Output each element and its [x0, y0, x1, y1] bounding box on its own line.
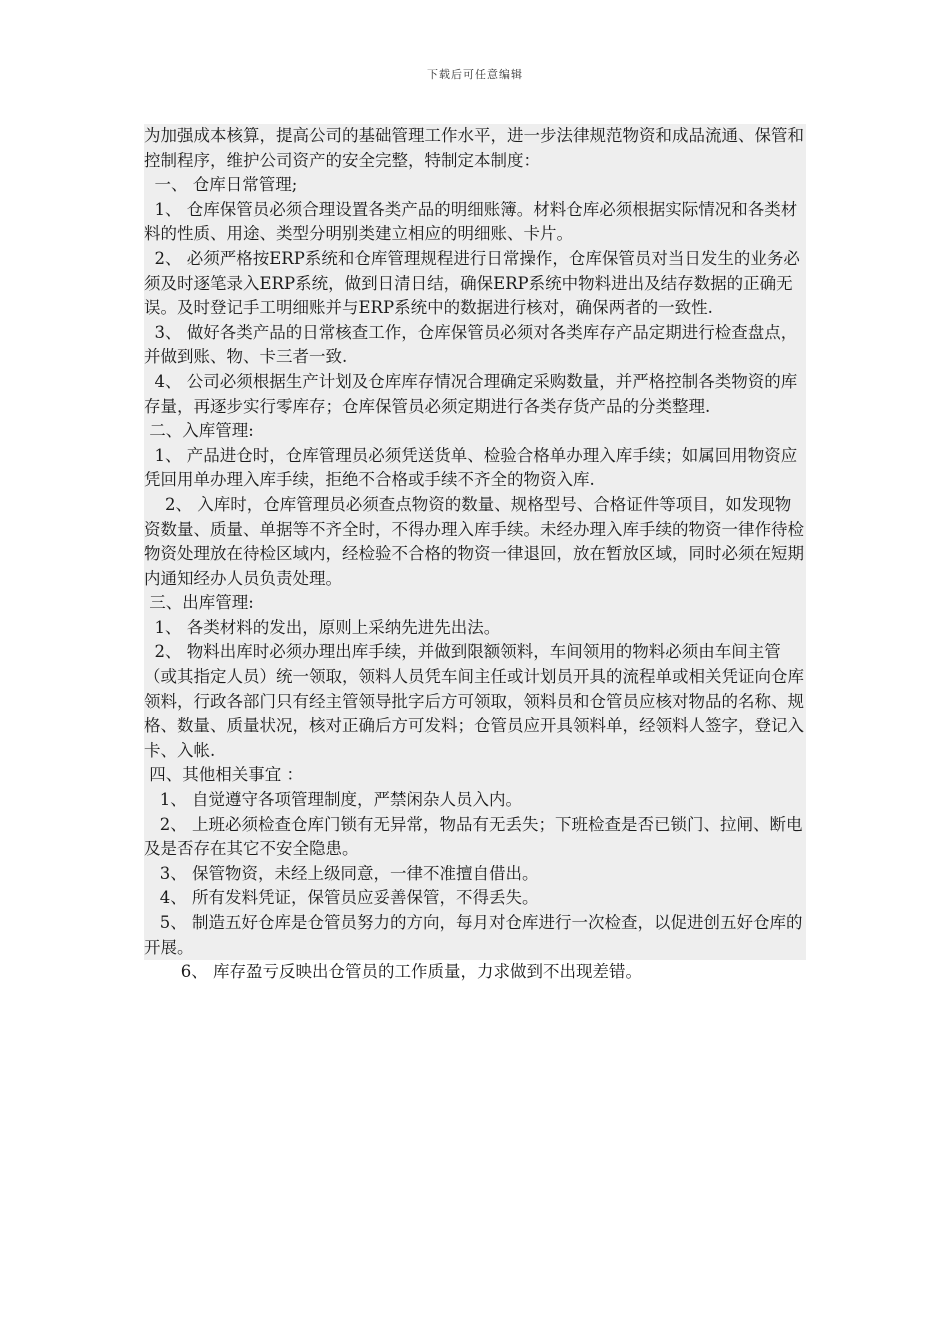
header-note: 下载后可任意编辑	[427, 68, 523, 81]
section-4-item-1: 1、 自觉遵守各项管理制度，严禁闲杂人员入内。	[144, 790, 522, 810]
section-1-item-3: 3、 做好各类产品的日常核查工作，仓库保管员必须对各类库存产品定期进行检查盘点，并做到账、物、卡三者一致.	[144, 322, 798, 367]
intro-paragraph: 为加强成本核算，提高公司的基础管理工作水平，进一步法律规范物资和成品流通、保管和控制程序，维护公司资产的安全完整，特制定本制度：	[144, 126, 804, 170]
section-4-item-6: 6、 库存盈亏反映出仓管员的工作质量，力求做到不出现差错。	[144, 962, 642, 982]
document-body	[144, 124, 806, 985]
section-1-item-1: 1、 仓库保管员必须合理设置各类产品的明细账簿。材料仓库必须根据实际情况和各类材料的性质、用途、类型分明别类建立相应的明细账、卡片。	[144, 199, 798, 244]
section-4-item-4: 4、 所有发料凭证，保管员应妥善保管，不得丢失。	[144, 888, 539, 908]
section-4-item-3: 3、 保管物资，未经上级同意，一律不准擅自借出。	[144, 863, 539, 883]
section-3-item-1: 1、 各类材料的发出，原则上采纳先进先出法。	[144, 617, 501, 637]
section-4-heading: 四、其他相关事宜 ：	[144, 765, 303, 785]
section-1-item-4: 4、 公司必须根据生产计划及仓库库存情况合理确定采购数量，并严格控制各类物资的库存量，再逐步实行零库存；仓库保管员必须定期进行各类存货产品的分类整理.	[144, 371, 798, 416]
section-1-heading: 一、 仓库日常管理;	[144, 175, 298, 195]
section-4-item-2: 2、 上班必须检查仓库门锁有无异常，物品有无丢失；下班检查是否已锁门、拉闸、断电及是否存在其它不安全隐患。	[144, 814, 803, 859]
section-3-heading: 三、出库管理:	[144, 593, 254, 613]
document-shaded-block	[144, 124, 806, 960]
section-2-heading: 二、入库管理:	[144, 421, 254, 441]
section-3-item-2: 2、 物料出库时必须办理出库手续，并做到限额领料，车间领用的物料必须由车间主管（或其指定人员）统一领取，领料人员凭车间主任或计划员开具的流程单或相关凭证向仓库领料，行政各部门只有经主管领导批字后方可领取，领料员和仓管员应核对物品的名称、规格、数量、质量状况，核对正确后方可发料；仓管员应开具领料单，经领料人签字，登记入卡、入帐.	[144, 642, 804, 760]
section-1-item-2: 2、 必须严格按ERP系统和仓库管理规程进行日常操作，仓库保管员对当日发生的业务必须及时逐笔录入ERP系统，做到日清日结，确保ERP系统中物料进出及结存数据的正确无误。及时登记手工明细账并与ERP系统中的数据进行核对，确保两者的一致性.	[144, 248, 800, 318]
section-4-item-5: 5、 制造五好仓库是仓管员努力的方向，每月对仓库进行一次检查，以促进创五好仓库的开展。	[144, 913, 803, 957]
section-2-item-2: 2、 入库时，仓库管理员必须查点物资的数量、规格型号、合格证件等项目，如发现物资数量、质量、单据等不齐全时，不得办理入库手续。未经办理入库手续的物资一律作待检物资处理放在待检区域内，经检验不合格的物资一律退回，放在暂放区域，同时必须在短期内通知经办人员负责处理。	[144, 494, 804, 588]
section-2-item-1: 1、 产品进仓时，仓库管理员必须凭送货单、检验合格单办理入库手续；如属回用物资应凭回用单办理入库手续，拒绝不合格或手续不齐全的物资入库.	[144, 445, 798, 490]
